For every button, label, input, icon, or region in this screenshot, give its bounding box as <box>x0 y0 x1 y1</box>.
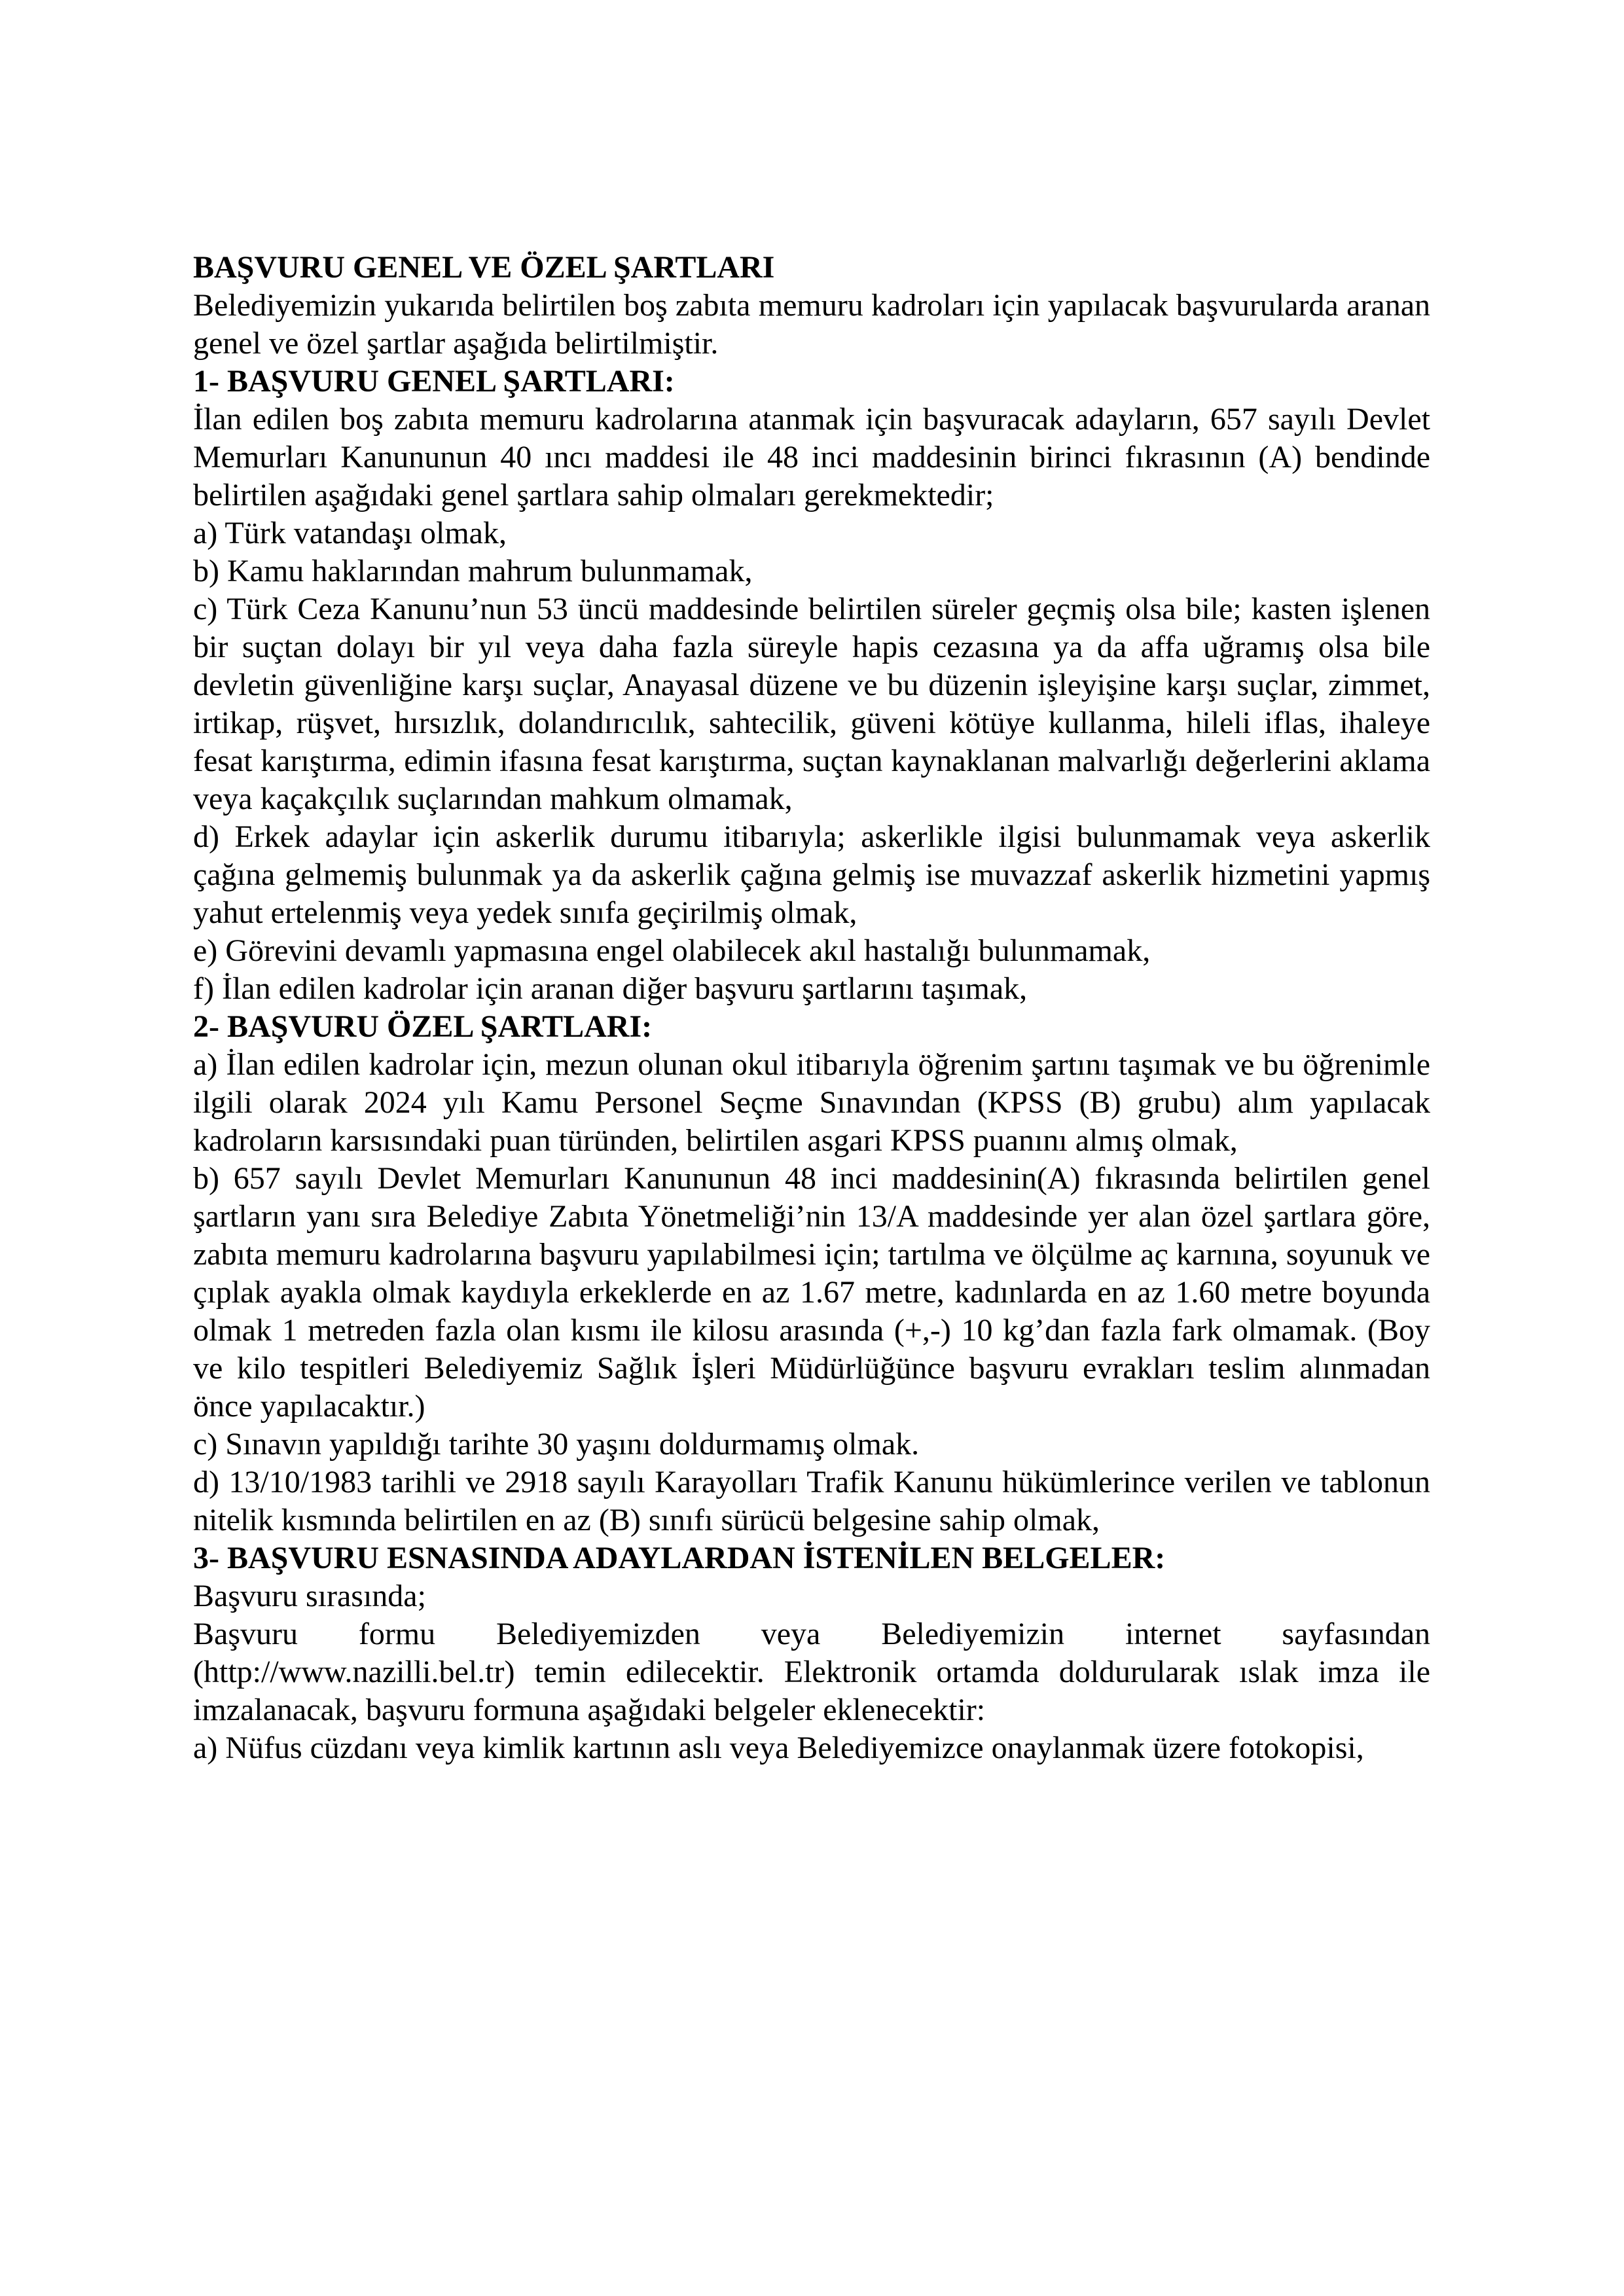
section-1-item-d: d) Erkek adaylar için askerlik durumu itibarıyla; askerlikle ilgisi bulunmamak veya askerlik çağına gelmemiş bulunmak ya da askerlik çağına gelmiş ise muvazzaf askerlik hizmetini yapmış yahut ertelenmiş veya yedek sınıfa geçirilmiş olmak, <box>193 819 1430 930</box>
section-1-item-e: e) Görevini devamlı yapmasına engel olabilecek akıl hastalığı bulunmamak, <box>193 933 1151 968</box>
section-1-item-a: a) Türk vatandaşı olmak, <box>193 516 507 550</box>
section-3-heading: 3- BAŞVURU ESNASINDA ADAYLARDAN İSTENİLEN BELGELER: <box>193 1541 1166 1575</box>
section-2-item-b: b) 657 sayılı Devlet Memurları Kanununun 48 inci maddesinin(A) fıkrasında belirtilen genel şartların yanı sıra Belediye Zabıta Yönetmeliği’nin 13/A maddesinde yer alan özel şartlara göre, zabıta memuru kadrolarına başvuru yapılabilmesi için; tartılma ve ölçülme aç karnına, soyunuk ve çıplak ayakla olmak kaydıyla erkeklerde en az 1.67 metre, kadınlarda en az 1.60 metre boyunda olmak 1 metreden fazla olan kısmı ile kilosu arasında (+,-) 10 kg’dan fazla fark olmamak. (Boy ve kilo tespitleri Belediyemiz Sağlık İşleri Müdürlüğünce başvuru evrakları teslim alınmadan önce yapılacaktır.) <box>193 1161 1430 1424</box>
section-1-heading: 1- BAŞVURU GENEL ŞARTLARI: <box>193 364 675 399</box>
intro-paragraph: Belediyemizin yukarıda belirtilen boş zabıta memuru kadroları için yapılacak başvurularda aranan genel ve özel şartlar aşağıda belirtilmiştir. <box>193 288 1430 361</box>
section-3-paragraph: Başvuru formu Belediyemizden veya Belediyemizin internet sayfasından (http://www.nazilli.bel.tr) temin edilecektir. Elektronik ortamda doldurularak ıslak imza ile imzalanacak, başvuru formuna aşağıdaki belgeler eklenecektir: <box>193 1617 1430 1727</box>
section-1-lead: İlan edilen boş zabıta memuru kadrolarına atanmak için başvuracak adayların, 657 sayılı Devlet Memurları Kanununun 40 ıncı maddesi ile 48 inci maddesinin birinci fıkrasının (A) bendinde belirtilen aşağıdaki genel şartlara sahip olmaları gerekmektedir; <box>193 402 1430 512</box>
section-2-item-c: c) Sınavın yapıldığı tarihte 30 yaşını doldurmamış olmak. <box>193 1427 920 1462</box>
section-2-item-d: d) 13/10/1983 tarihli ve 2918 sayılı Karayolları Trafik Kanunu hükümlerince verilen ve tablonun nitelik kısmında belirtilen en az (B) sınıfı sürücü belgesine sahip olmak, <box>193 1465 1430 1537</box>
section-2-heading: 2- BAŞVURU ÖZEL ŞARTLARI: <box>193 1009 653 1044</box>
document-title: BAŞVURU GENEL VE ÖZEL ŞARTLARI <box>193 250 775 285</box>
section-1-item-c: c) Türk Ceza Kanunu’nun 53 üncü maddesinde belirtilen süreler geçmiş olsa bile; kasten işlenen bir suçtan dolayı bir yıl veya daha fazla süreyle hapis cezasına ya da affa uğramış olsa bile devletin güvenliğine karşı suçlar, Anayasal düzene ve bu düzenin işleyişine karşı suçlar, zimmet, irtikap, rüşvet, hırsızlık, dolandırıcılık, sahtecilik, güveni kötüye kullanma, hileli iflas, ihaleye fesat karıştırma, edimin ifasına fesat karıştırma, suçtan kaynaklanan malvarlığı değerlerini aklama veya kaçakçılık suçlarından mahkum olmamak, <box>193 592 1430 816</box>
section-3-subline: Başvuru sırasında; <box>193 1579 426 1613</box>
section-3-item-a: a) Nüfus cüzdanı veya kimlik kartının aslı veya Belediyemizce onaylanmak üzere fotokopisi, <box>193 1731 1364 1765</box>
section-1-item-f: f) İlan edilen kadrolar için aranan diğer başvuru şartlarını taşımak, <box>193 971 1028 1006</box>
section-1-item-b: b) Kamu haklarından mahrum bulunmamak, <box>193 554 753 588</box>
document-body <box>193 249 1430 1767</box>
section-2-item-a: a) İlan edilen kadrolar için, mezun olunan okul itibarıyla öğrenim şartını taşımak ve bu öğrenimle ilgili olarak 2024 yılı Kamu Personel Seçme Sınavından (KPSS (B) grubu) alım yapılacak kadroların karsısındaki puan türünden, belirtilen asgari KPSS puanını almış olmak, <box>193 1047 1430 1158</box>
